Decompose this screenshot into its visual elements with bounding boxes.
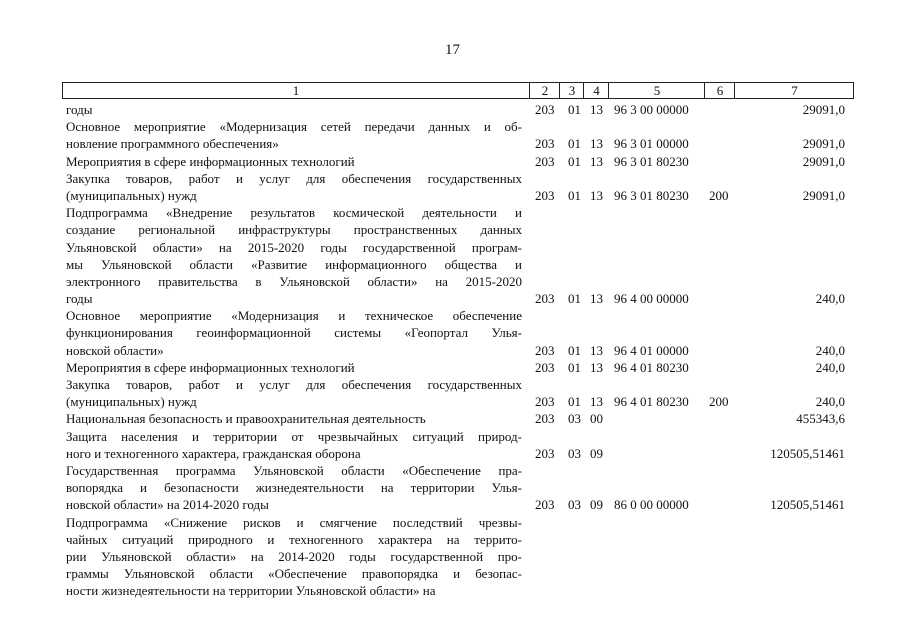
row-amount: 240,0 (815, 394, 845, 410)
row-name-line: граммы Ульяновской области «Обеспечение правопорядка и безопас- (66, 566, 522, 582)
table-row (0, 153, 905, 170)
row-codes (0, 342, 905, 359)
row-amount: 455343,6 (796, 411, 845, 427)
code-ved: 203 (535, 342, 555, 358)
code-section: 01 (568, 102, 581, 117)
code-ved: 203 (535, 153, 555, 169)
row-name-line: Государственная программа Ульяновской области «Обеспечение пра- (66, 462, 522, 478)
table-row (0, 359, 905, 376)
row-name-line: мы Ульяновской области «Развитие информационного общества и (66, 256, 522, 272)
code-expense-type: 200 (709, 394, 729, 410)
row-name-line: Основное мероприятие «Модернизация и техническое обеспечение (66, 308, 522, 324)
row-name-line: Закупка товаров, работ и услуг для обеспечения государственных (66, 170, 522, 186)
table-row (0, 514, 905, 600)
code-section: 01 (568, 342, 581, 358)
table-row (0, 307, 905, 359)
table-row (0, 376, 905, 410)
code-target-article: 96 3 01 00000 (614, 136, 689, 152)
header-col-3: 3 (559, 83, 584, 98)
page-number: 17 (445, 42, 460, 58)
code-expense-type: 200 (709, 187, 729, 203)
table-row (0, 428, 905, 462)
row-amount: 240,0 (815, 291, 845, 307)
code-subsection: 13 (590, 136, 603, 152)
row-name-line: Национальная безопасность и правоохранительная деятельность (66, 411, 426, 427)
code-target-article: 96 4 01 00000 (614, 342, 689, 358)
table-row (0, 118, 905, 152)
row-name-line: функционирования геоинформационной системы «Геопортал Улья- (66, 325, 522, 341)
row-codes (0, 582, 905, 599)
row-codes (0, 393, 905, 410)
code-section: 01 (568, 187, 581, 203)
row-name-line: рии Ульяновской области» на 2014-2020 годы государственной про- (66, 548, 522, 564)
row-codes (0, 496, 905, 513)
code-ved: 203 (535, 102, 555, 117)
code-section: 01 (568, 394, 581, 410)
row-name-line: создание региональной инфраструктуры пространственных данных (66, 222, 522, 238)
header-col-5: 5 (608, 83, 705, 98)
table-row (0, 101, 905, 118)
row-name-line: новской области» на 2014-2020 годы (66, 497, 269, 513)
row-codes (0, 359, 905, 376)
code-subsection: 13 (590, 187, 603, 203)
code-subsection: 13 (590, 342, 603, 358)
code-ved: 203 (535, 445, 555, 461)
row-codes (0, 153, 905, 170)
code-ved: 203 (535, 291, 555, 307)
row-name-line: годы (66, 102, 93, 117)
code-subsection: 09 (590, 445, 603, 461)
code-section: 03 (568, 411, 581, 427)
row-name-line: вопорядка и безопасности жизнедеятельности на территории Улья- (66, 480, 522, 496)
row-amount: 120505,51461 (770, 497, 845, 513)
code-ved: 203 (535, 394, 555, 410)
row-codes (0, 445, 905, 462)
table-header (62, 82, 854, 99)
row-name-line: Подпрограмма «Снижение рисков и смягчение последствий чрезвы- (66, 514, 522, 530)
code-subsection: 13 (590, 102, 603, 117)
code-ved: 203 (535, 359, 555, 375)
row-amount: 120505,51461 (770, 445, 845, 461)
row-codes (0, 135, 905, 152)
row-name-line: электронного правительства в Ульяновской области» на 2015-2020 (66, 273, 522, 289)
code-target-article: 96 4 01 80230 (614, 394, 689, 410)
code-subsection: 00 (590, 411, 603, 427)
code-subsection: 13 (590, 153, 603, 169)
code-section: 03 (568, 497, 581, 513)
row-name-line: Закупка товаров, работ и услуг для обеспечения государственных (66, 377, 522, 392)
code-section: 01 (568, 291, 581, 307)
row-name-line: ности жизнедеятельности на территории Ульяновской области» на (66, 583, 436, 599)
row-amount: 240,0 (815, 359, 845, 375)
row-name-line: (муниципальных) нужд (66, 394, 197, 410)
header-col-4: 4 (583, 83, 609, 98)
header-col-2: 2 (529, 83, 560, 98)
row-name-line: Ульяновской области» на 2015-2020 годы государственной програм- (66, 239, 522, 255)
row-codes (0, 410, 905, 427)
row-name-line: новление программного обеспечения» (66, 136, 279, 152)
row-name-line: годы (66, 291, 93, 307)
row-name-line: ного и техногенного характера, гражданская оборона (66, 445, 361, 461)
table-body (0, 101, 905, 599)
code-subsection: 13 (590, 394, 603, 410)
code-ved: 203 (535, 136, 555, 152)
code-target-article: 96 3 01 80230 (614, 187, 689, 203)
row-name-line: новской области» (66, 342, 164, 358)
row-codes (0, 187, 905, 204)
table-row (0, 462, 905, 514)
header-col-1: 1 (292, 83, 300, 98)
code-target-article: 86 0 00 00000 (614, 497, 689, 513)
header-col-7: 7 (734, 83, 854, 98)
row-amount: 29091,0 (802, 136, 845, 152)
row-name-line: (муниципальных) нужд (66, 187, 197, 203)
code-subsection: 13 (590, 291, 603, 307)
code-section: 01 (568, 153, 581, 169)
row-amount: 29091,0 (802, 187, 845, 203)
code-target-article: 96 4 00 00000 (614, 291, 689, 307)
code-ved: 203 (535, 411, 555, 427)
header-col-6: 6 (704, 83, 735, 98)
code-target-article: 96 3 00 00000 (614, 102, 689, 117)
code-target-article: 96 4 01 80230 (614, 359, 689, 375)
row-amount: 240,0 (815, 342, 845, 358)
code-subsection: 13 (590, 359, 603, 375)
row-codes (0, 290, 905, 307)
row-name-line: чайных ситуаций природного и техногенного характера на террито- (66, 531, 522, 547)
code-target-article: 96 3 01 80230 (614, 153, 689, 169)
row-amount: 29091,0 (802, 102, 845, 117)
row-name-line: Основное мероприятие «Модернизация сетей передачи данных и об- (66, 119, 522, 135)
code-section: 01 (568, 359, 581, 375)
row-amount: 29091,0 (802, 153, 845, 169)
row-name-line: Подпрограмма «Внедрение результатов космической деятельности и (66, 205, 522, 221)
row-codes (0, 101, 905, 118)
code-section: 01 (568, 136, 581, 152)
row-name-line: Мероприятия в сфере информационных технологий (66, 359, 355, 375)
row-name-line: Защита населения и территории от чрезвычайных ситуаций природ- (66, 428, 522, 444)
code-ved: 203 (535, 187, 555, 203)
code-section: 03 (568, 445, 581, 461)
table-row (0, 170, 905, 204)
code-ved: 203 (535, 497, 555, 513)
code-subsection: 09 (590, 497, 603, 513)
table-row (0, 410, 905, 427)
row-name-line: Мероприятия в сфере информационных технологий (66, 153, 355, 169)
table-row (0, 204, 905, 307)
